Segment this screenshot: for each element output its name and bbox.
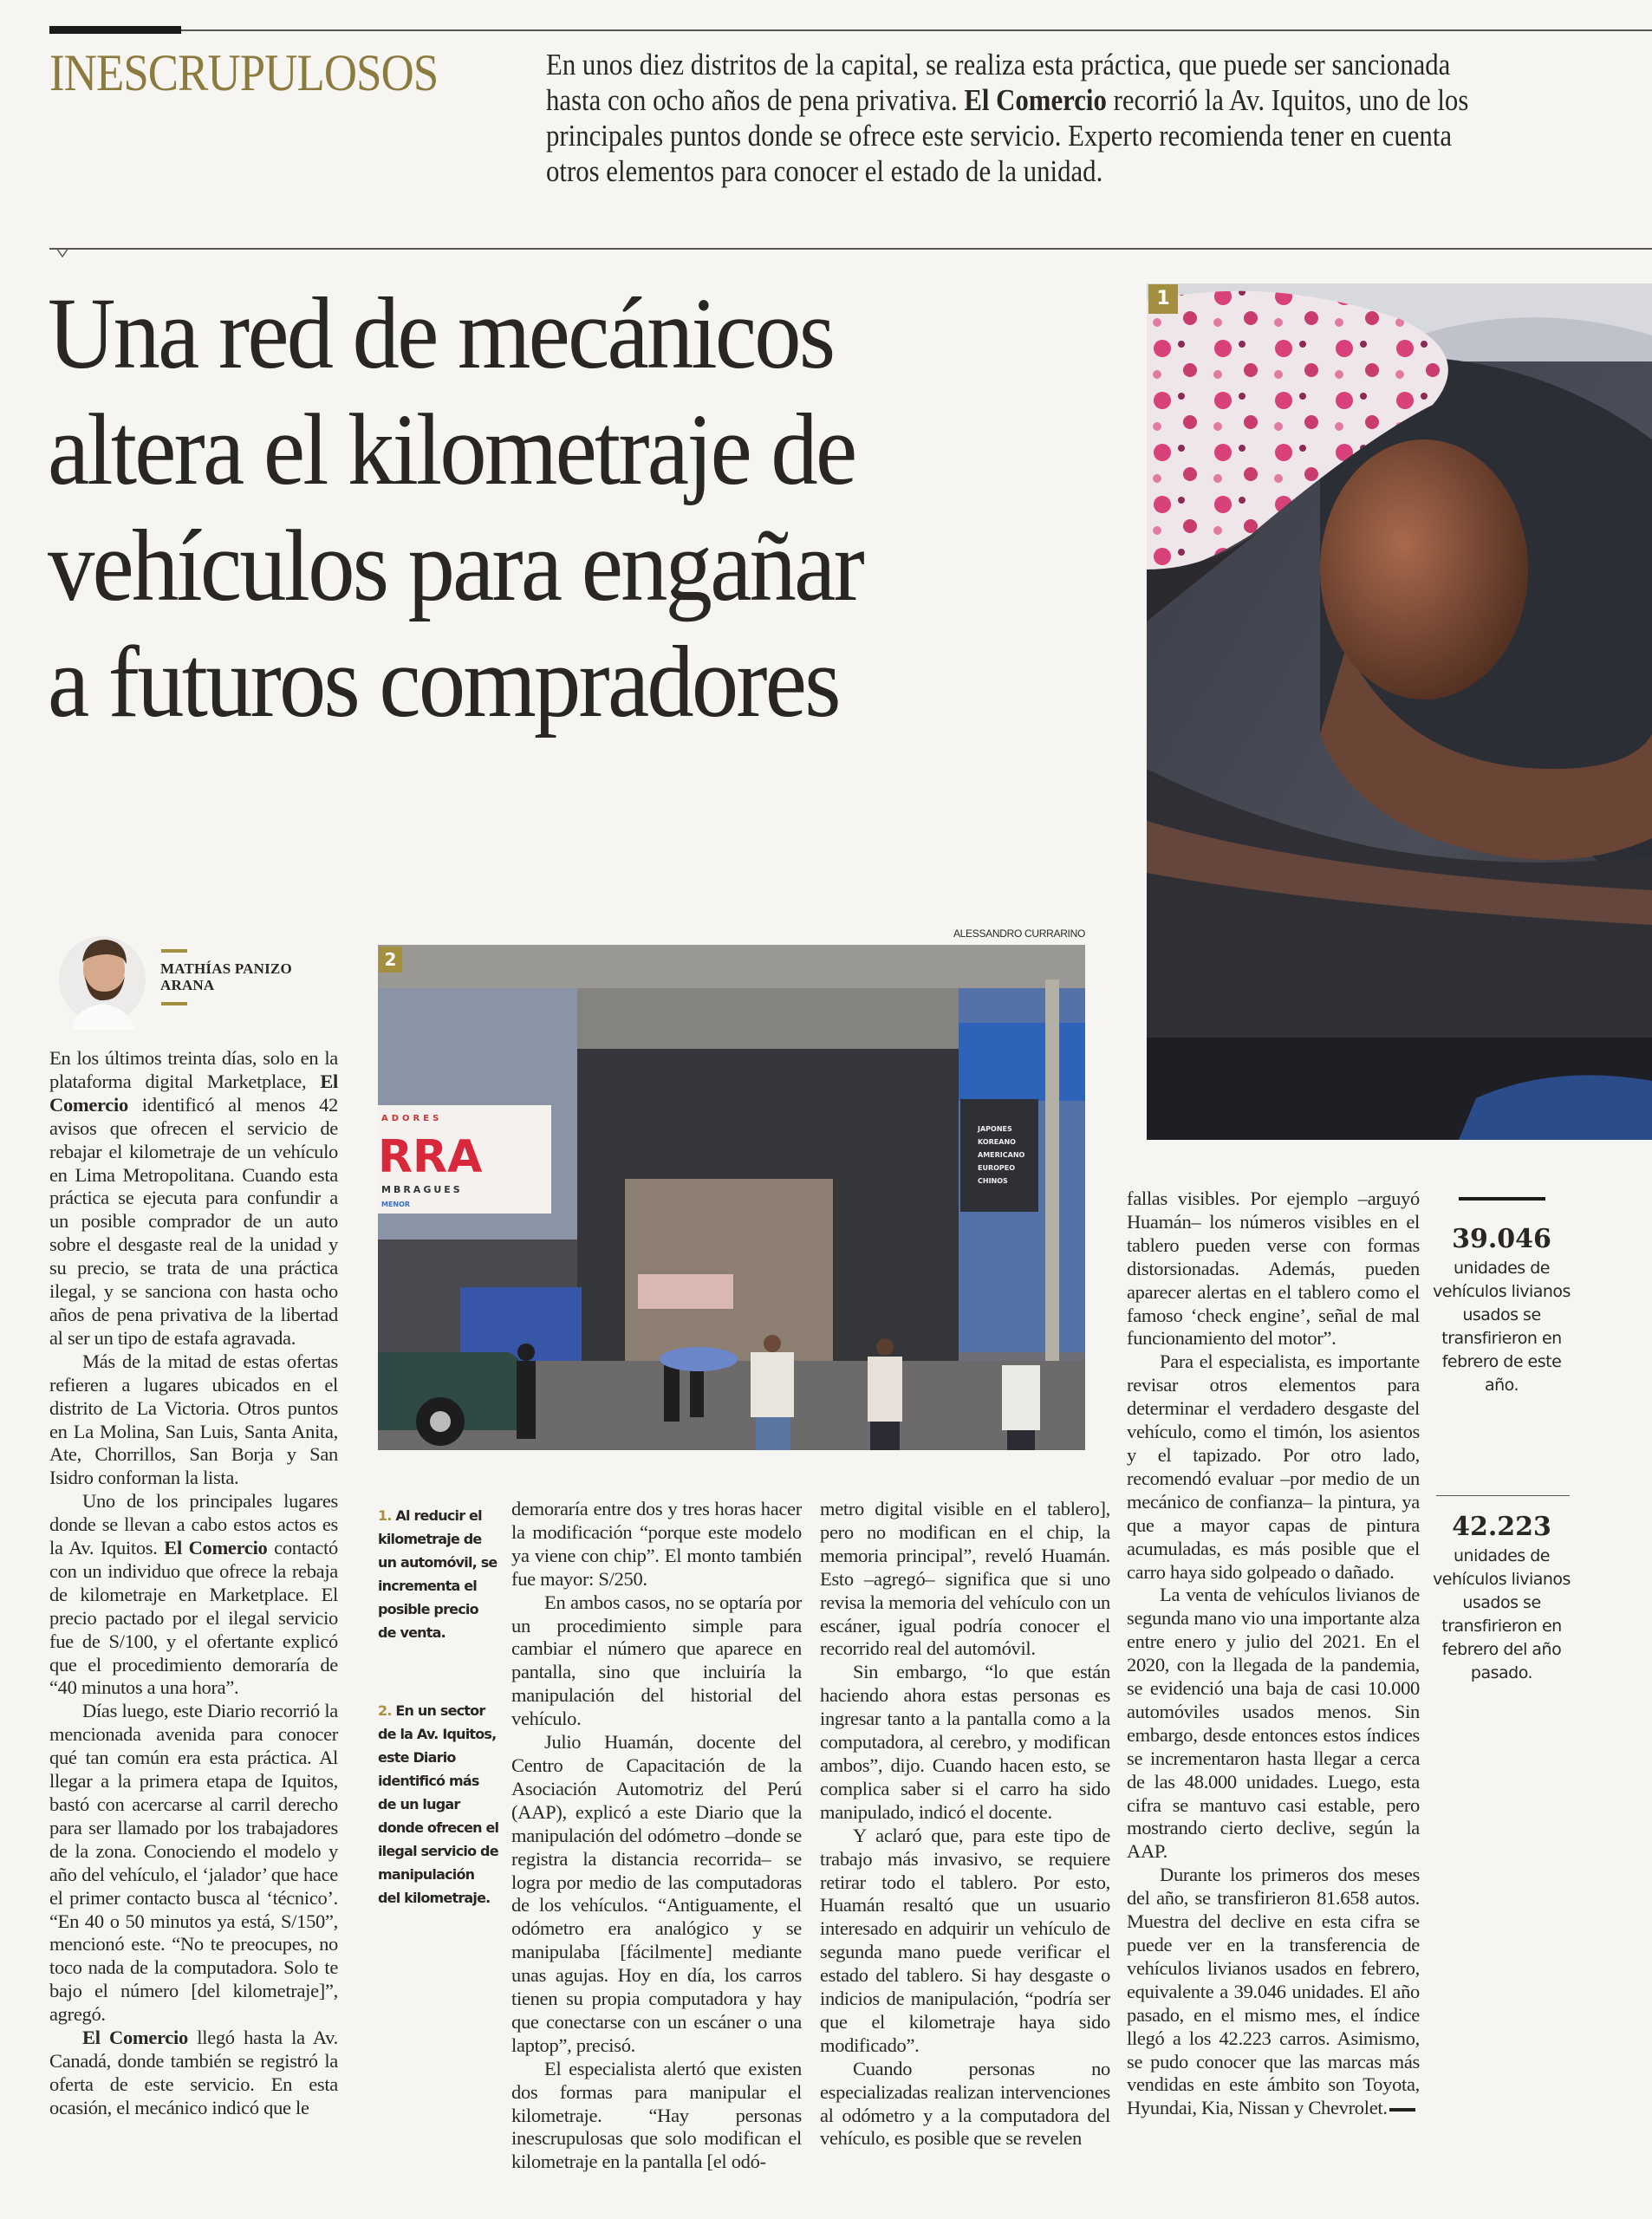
- body-paragraph: [49, 1700, 338, 2027]
- sign-text: EUROPEO: [978, 1164, 1016, 1172]
- paragraph-text: identificó al menos 42 avisos que ofrecen el servicio de rebajar el kilometraje de un vehículo en Lima Metropolitana. Cuando esta práctica se ejecuta para confundir a un posible comprador de un auto sobre el desgaste real de la unidad y su precio, se trata de una práctica ilegal, y se sanciona con hasta ocho años de pena privativa de la libertad al ser un tipo de estafa agravada.: [49, 1093, 338, 1349]
- deck-text: En unos diez distritos de la capital, se realiza esta práctica, que puede ser sancionada hasta con ocho años de pena privativa.: [546, 48, 1451, 117]
- body-paragraph: [49, 2027, 338, 2120]
- headline-line: a futuros compradores: [48, 625, 839, 739]
- stat-text: unidades de vehículos livianos usados se transfirieron en febrero del año pasado.: [1433, 1546, 1571, 1682]
- body-paragraph: [820, 1498, 1110, 1661]
- paragraph-text: Uno de los principales lugares donde se llevan a cabo estos actos es la Av. Iquitos.: [49, 1490, 338, 1559]
- headline-line: Una red de mecánicos: [48, 277, 834, 390]
- paragraph-text: llegó hasta la Av. Canadá, donde también se registró la oferta de este servicio. En esta ocasión, el mecánico indicó que le: [49, 2027, 338, 2118]
- body-paragraph: [1127, 1864, 1420, 2120]
- body-paragraph: [1127, 1584, 1420, 1864]
- paragraph-text: demoraría entre dos y tres horas hacer la modificación “porque este modelo ya viene con chip”. El monto también fue mayor: S/250.: [511, 1498, 802, 1590]
- paragraph-text: En ambos casos, no se optaría por un procedimiento simple para cambiar el número que aparece en pantalla, sino que incluiría la manipulación del historial del vehículo.: [511, 1591, 802, 1730]
- header-divider: [49, 248, 1652, 250]
- publication-name: El Comercio: [164, 1537, 268, 1559]
- body-paragraph: [820, 2058, 1110, 2151]
- stat-value: 42.223: [1452, 1512, 1551, 1542]
- photo-caption-2: [378, 1699, 499, 1910]
- body-column-1: [49, 1047, 338, 2120]
- headline-line: altera el kilometraje de: [48, 393, 855, 506]
- paragraph-text: Días luego, este Diario recorrió la mencionada avenida para conocer qué tan común era esta práctica. Al llegar a la primera etapa de Iquitos, bastó con acercarse al carril derecho para ser llamado por los trabajadores de la zona. Conociendo el modelo y año del vehículo, el ‘jalador’ que hace el primer contacto busca al ‘técnico’. “En 40 o 50 minutos ya está, S/150”, mencionó este. “No te preocupes, no toco nada de la computadora. Solo te bajo el número [del kilometraje]”, agregó.: [49, 1700, 338, 2026]
- caption-number: 2.: [378, 1702, 392, 1719]
- paragraph-text: En los últimos treinta días, solo en la plataforma digital Marketplace,: [49, 1047, 338, 1092]
- paragraph-text: fallas visibles. Por ejemplo –arguyó Huamán– los números visibles en el tablero pueden verse con formas distorsionadas. Además, pueden aparecer alertas en el tablero como el famoso ‘check engine’, señal de mal funcionamiento del motor”.: [1127, 1188, 1420, 1350]
- top-rule-accent: [49, 26, 181, 34]
- stat-rule: [1459, 1197, 1545, 1201]
- author-name-line: ARANA: [160, 977, 215, 993]
- byline-bar-top: [161, 949, 187, 953]
- body-paragraph: [1127, 1188, 1420, 1350]
- body-paragraph: [49, 1490, 338, 1700]
- body-paragraph: [49, 1047, 338, 1350]
- caption-text: En un sector de la Av. Iquitos, este Diario identificó más de un lugar donde ofrecen el ilegal servicio de manipulación del kilometraje.: [378, 1702, 499, 1906]
- paragraph-text: Más de la mitad de estas ofertas refieren a lugares ubicados en el distrito de La Victoria. Otros puntos en La Molina, San Luis, Santa Anita, Ate, Chorrillos, San Borja y San Isidro conforman la lista.: [49, 1350, 338, 1489]
- photo-mechanic: [1147, 283, 1652, 1140]
- section-kicker: INESCRUPULOSOS: [49, 44, 439, 101]
- author-name: [160, 960, 292, 993]
- paragraph-text: contactó con un individuo que ofrece la rebaja de kilometraje en Marketplace. El precio pactado por el ilegal servicio fue de S/100, y el ofertante explicó que el procedimiento demoraría de “40 minutos a una hora”.: [49, 1537, 338, 1699]
- body-paragraph: [511, 1731, 802, 2058]
- body-column-3: [820, 1498, 1110, 2151]
- photo-credit: ALESSANDRO CURRARINO: [953, 927, 1085, 940]
- paragraph-text: Para el especialista, es importante revisar otros elementos para determinar el verdadero desgaste del vehículo, como el timón, los asientos y el tapizado. Por otro lado, recomendó evaluar –por medio de un mecánico de confianza– la pintura, ya que a mayor capas de pintura acumuladas, es más posible que el carro haya sido golpeado o dañado.: [1127, 1350, 1420, 1583]
- deck-emphasis: El Comercio: [964, 83, 1107, 117]
- photo-av-iquitos: [378, 945, 1085, 1450]
- body-paragraph: [820, 1661, 1110, 1824]
- body-column-2: [511, 1498, 802, 2174]
- paragraph-text: Durante los primeros dos meses del año, se transfirieron 81.658 autos. Muestra del declive en esta cifra se puede ver en la transferencia de vehículos livianos usados en febrero, equivalente a 39.046 unidades. El año pasado, en el mismo mes, el índice llegó a los 42.223 carros. Asimismo, se pudo conocer que las marcas más vendidas en este ámbito son Toyota, Hyundai, Kia, Nissan y Chevrolet.: [1127, 1864, 1420, 2119]
- photo-caption-1: [378, 1504, 499, 1644]
- sign-text: MBRAGUES: [381, 1184, 463, 1195]
- stat-rule: [1436, 1495, 1570, 1496]
- sign-text: ADORES: [381, 1114, 443, 1123]
- article-headline: [48, 276, 862, 740]
- caption-number: 1.: [378, 1507, 392, 1524]
- headline-line: vehículos para engañar: [48, 509, 862, 622]
- sign-text: AMERICANO: [978, 1151, 1025, 1159]
- publication-name: El Comercio: [82, 2027, 188, 2049]
- sign-text: RRA: [378, 1131, 483, 1183]
- body-paragraph: [511, 1498, 802, 1591]
- photo-2-label: 2: [379, 947, 402, 973]
- paragraph-text: Y aclaró que, para este tipo de trabajo más invasivo, se requiere retirar todo el tablero. Por esto, Huamán resaltó que un usuario interesado en adquirir un vehículo de segunda mano puede verificar el estado del tablero. Si hay desgaste o indicios de manipulación, “podría ser que el kilometraje haya sido modificado”.: [820, 1824, 1110, 2056]
- sign-text: CHINOS: [978, 1177, 1008, 1185]
- body-paragraph: [49, 1350, 338, 1490]
- paragraph-text: La venta de vehículos livianos de segunda mano vio una importante alza entre enero y julio del 2021. En el 2020, con la llegada de la pandemia, se evidenció una baja de casi 10.000 automóviles usados menos. Sin embargo, desde entonces estos índices se incrementaron hasta llegar a cerca de las 48.000 unidades. Luego, esta cifra se mantuvo casi estable, pero mostrando cierto declive, según la AAP.: [1127, 1584, 1420, 1863]
- body-paragraph: [511, 1591, 802, 1731]
- end-of-article-mark: [1389, 2108, 1415, 2112]
- stat-text: unidades de vehículos livianos usados se transfirieron en febrero de este año.: [1433, 1259, 1571, 1395]
- paragraph-text: Cuando personas no especializadas realizan intervenciones al odómetro y a la computadora del vehículo, es posible que se revelen: [820, 2057, 1110, 2150]
- sign-text: MENOR: [381, 1201, 411, 1208]
- paragraph-text: El especialista alertó que existen dos formas para manipular el kilometraje. “Hay personas inescrupulosas que solo modifican el kilometraje en la pantalla [el odó-: [511, 2057, 802, 2173]
- paragraph-text: metro digital visible en el tablero], pero no modifican en el chip, la memoria principal”, reveló Huamán. Esto –agregó– significa que si uno revisa la memoria del vehículo con un escáner, igual podría conocer el recorrido real del automóvil.: [820, 1498, 1110, 1660]
- byline-bar-bottom: [161, 1002, 187, 1005]
- body-paragraph: [511, 2058, 802, 2175]
- caption-text: Al reducir el kilometraje de un automóvil, se incrementa el posible precio de venta.: [378, 1507, 498, 1641]
- top-rule: [49, 29, 1652, 31]
- body-column-4: [1127, 1188, 1420, 2120]
- author-avatar: [59, 927, 146, 1030]
- paragraph-text: Sin embargo, “lo que están haciendo ahora estas personas es ingresar tanto a la pantalla como a la computadora, al cerebro, y modifican ambos”, dijo. Cuando hacen esto, se complica saber si el carro ha sido manipulado, indicó el docente.: [820, 1661, 1110, 1823]
- stat-box-1: [1430, 1222, 1573, 1397]
- body-paragraph: [820, 1825, 1110, 2058]
- deck-text: recorrió la Av. Iquitos, uno de los principales puntos donde se ofrece este servicio. Experto recomienda tener en cuenta otros elementos para conocer el estado de la unidad.: [546, 83, 1469, 188]
- publication-name: El Comercio: [49, 1070, 338, 1116]
- sign-text: KOREANO: [978, 1138, 1016, 1146]
- stat-value: 39.046: [1452, 1224, 1551, 1254]
- stat-box-2: [1430, 1510, 1573, 1685]
- paragraph-text: Julio Huamán, docente del Centro de Capacitación de la Asociación Automotriz del Perú (AAP), explicó a este Diario que la manipulación del odómetro –donde se registra la distancia recorrida– se logra por medio de las computadoras de los vehículos. “Antiguamente, el odómetro era analógico y se manipulaba [fácilmente] mediante unas agujas. Hoy en día, los carros tienen su propia computadora y hay que conectarse con un escáner o una laptop”, precisó.: [511, 1731, 802, 2056]
- sign-text: JAPONES: [978, 1125, 1012, 1133]
- photo-1-label: 1: [1148, 284, 1178, 314]
- divider-notch-icon: [55, 248, 69, 258]
- article-deck: [546, 47, 1477, 189]
- body-paragraph: [1127, 1350, 1420, 1584]
- author-name-line: MATHÍAS PANIZO: [160, 960, 292, 977]
